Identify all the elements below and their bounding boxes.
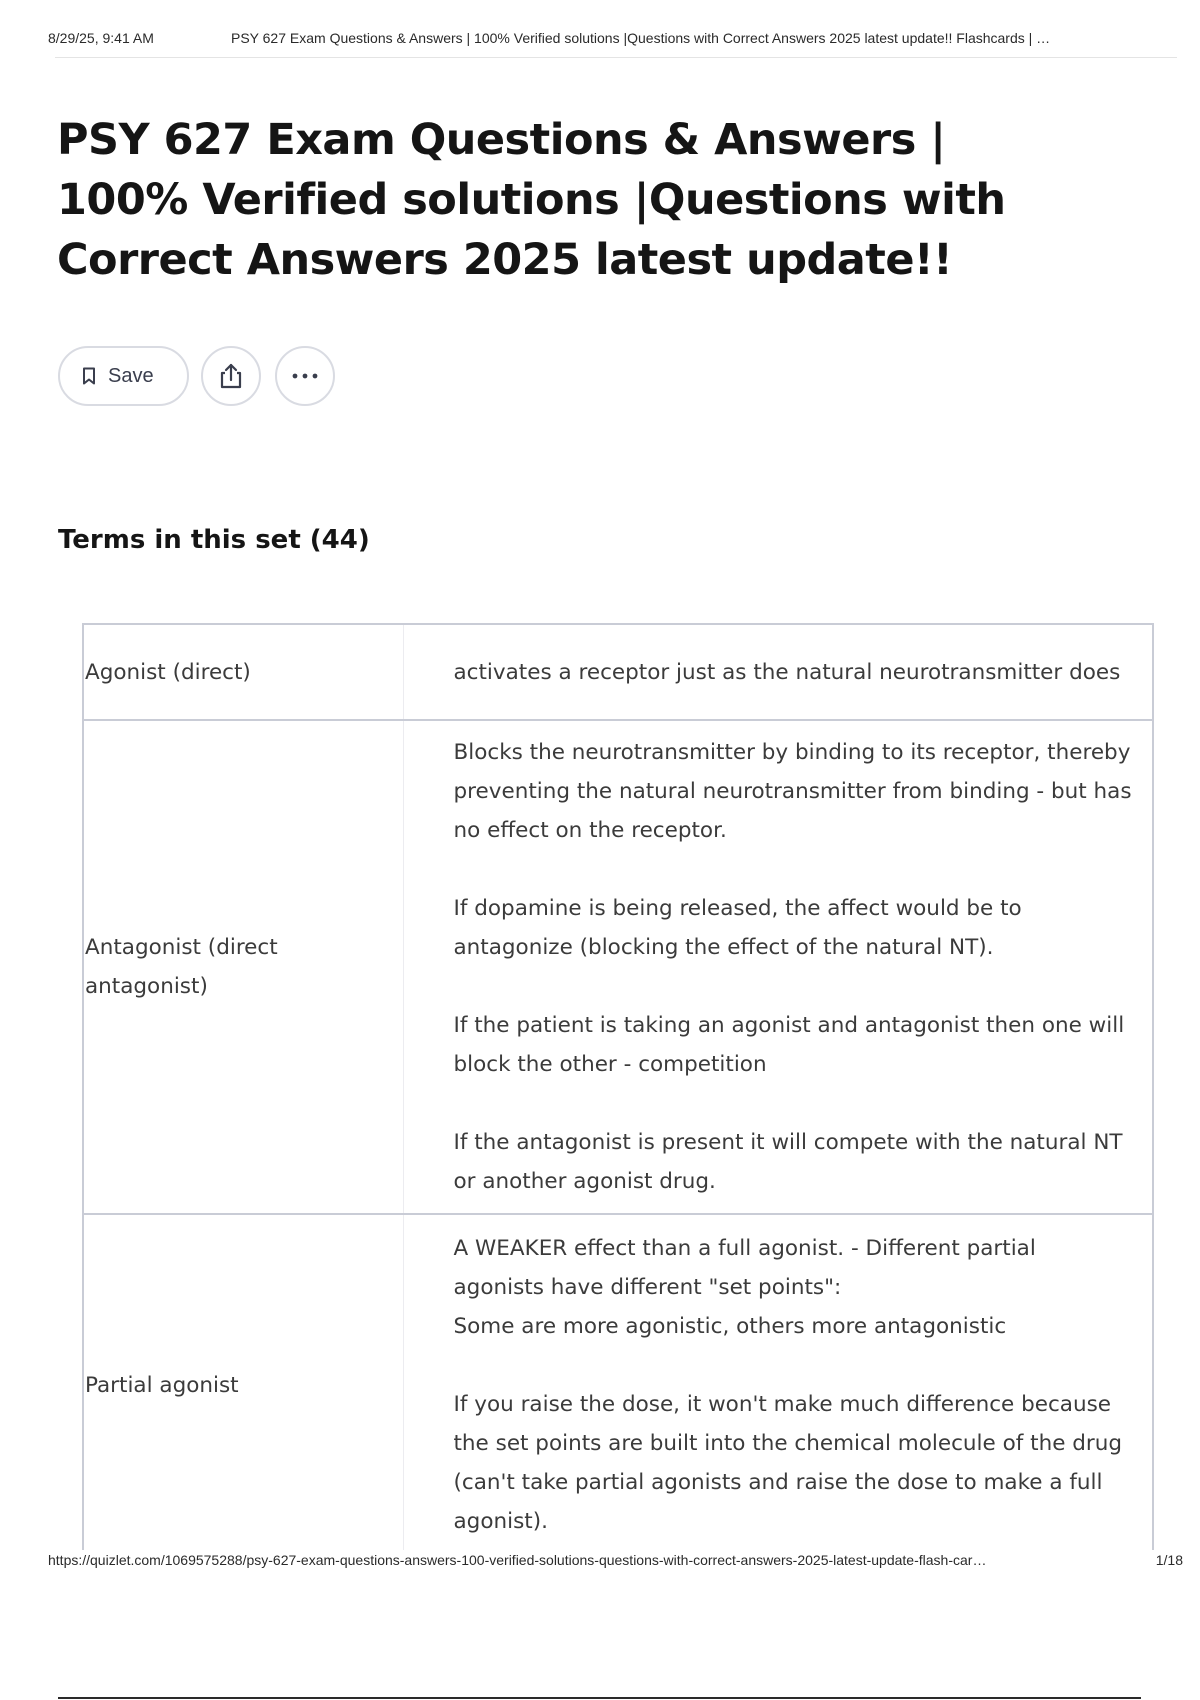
definition-paragraph: If the antagonist is present it will compete with the natural NT or another agonist drug. xyxy=(453,1130,1123,1194)
page-number: 1/18 xyxy=(1155,1552,1183,1568)
definition-paragraph: Blocks the neurotransmitter by binding to its receptor, thereby preventing the natural neurotransmitter from binding - but has no effect on the receptor. xyxy=(453,740,1132,843)
share-button[interactable] xyxy=(201,346,261,406)
next-page-divider xyxy=(58,1697,1141,1699)
share-icon xyxy=(218,362,244,390)
term-cell: Agonist (direct) xyxy=(83,624,403,720)
definition-paragraph: If dopamine is being released, the affect would be to antagonize (blocking the effect of the natural NT). xyxy=(453,896,1022,960)
term-row xyxy=(83,1214,1153,1555)
term-cell: Partial agonist xyxy=(83,1214,403,1555)
definition-paragraph: Some are more agonistic, others more antagonistic xyxy=(453,1314,1007,1339)
definition-paragraph: A WEAKER effect than a full agonist. - Different partial agonists have different "set points": xyxy=(453,1236,1036,1300)
print-document-title: PSY 627 Exam Questions & Answers | 100% Verified solutions |Questions with Correct Answers 2025 latest update!! Flashcards | … xyxy=(231,30,1051,46)
page-title: PSY 627 Exam Questions & Answers | 100% Verified solutions |Questions with Correct Answers 2025 latest update!! xyxy=(57,115,1006,285)
definition-cell xyxy=(403,720,1153,1214)
save-button[interactable] xyxy=(58,346,189,406)
terms-heading: Terms in this set (44) xyxy=(58,525,370,555)
terms-table xyxy=(82,623,1154,1555)
definition-paragraph: If the patient is taking an agonist and antagonist then one will block the other - competition xyxy=(453,1013,1125,1077)
header-divider xyxy=(55,57,1177,58)
save-button-label: Save xyxy=(108,364,154,387)
print-date: 8/29/25, 9:41 AM xyxy=(48,30,154,46)
paragraph-spacer xyxy=(454,1346,1133,1385)
definition-paragraph: If you raise the dose, it won't make much difference because the set points are built into the chemical molecule of the drug (can't take partial agonists and raise the dose to make a full agonist). xyxy=(453,1392,1123,1534)
definition-paragraph: activates a receptor just as the natural neurotransmitter does xyxy=(453,659,1121,685)
more-options-button[interactable] xyxy=(275,346,335,406)
action-bar xyxy=(58,346,335,406)
definition-cell xyxy=(403,1214,1153,1555)
term-cell: Antagonist (direct antagonist) xyxy=(83,720,403,1214)
term-row xyxy=(83,624,1153,720)
more-options-icon xyxy=(292,373,318,379)
print-footer xyxy=(48,1550,1183,1580)
bookmark-icon xyxy=(82,367,96,385)
term-row xyxy=(83,720,1153,1214)
print-url: https://quizlet.com/1069575288/psy-627-exam-questions-answers-100-verified-solutions-questions-with-correct-answers-2025-latest-update-flash-car… xyxy=(48,1552,987,1568)
definition-cell xyxy=(403,624,1153,720)
